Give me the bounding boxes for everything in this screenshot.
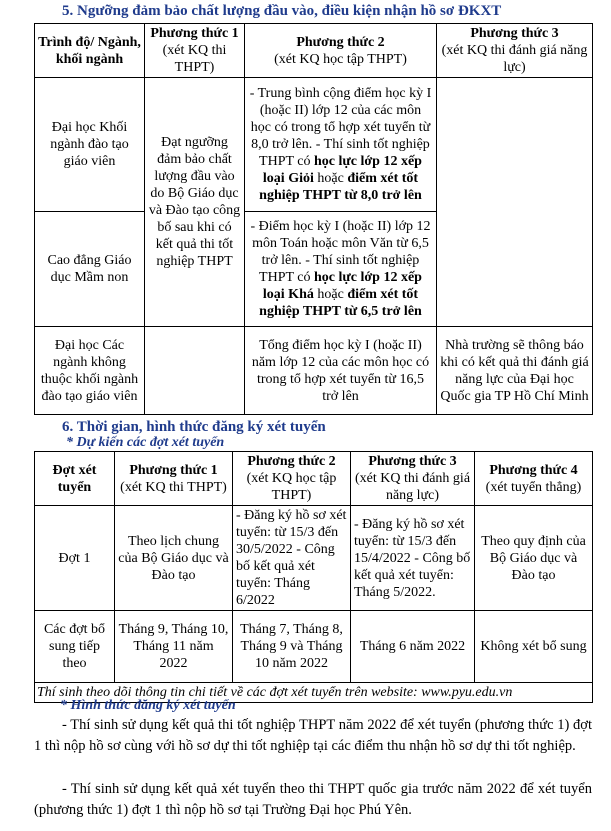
table-header-row: [35, 24, 593, 78]
table-row: [35, 78, 593, 212]
footnote: Thí sinh theo dõi thông tin chi tiết về các đợt xét tuyển trên website: www.pyu.edu.vn: [35, 683, 593, 703]
schedule-cell: Theo lịch chung của Bộ Giáo dục và Đào tạo: [115, 506, 233, 611]
method-1-threshold: Đạt ngưỡng đảm bảo chất lượng đầu vào do Bộ Giáo dục và Đào tạo công bố sau khi có kết quả thi tốt nghiệp THPT: [145, 78, 245, 327]
admission-threshold-table: [34, 23, 593, 415]
section-5-title: 5. Ngưỡng đảm bảo chất lượng đầu vào, điều kiện nhận hồ sơ ĐKXT: [62, 3, 502, 19]
method-1-empty: [145, 327, 245, 415]
header-method-2: Phương thức 2 (xét KQ học tập THPT): [233, 452, 351, 506]
level-cell: Cao đẳng Giáo dục Mầm non: [35, 212, 145, 327]
section-6-title: 6. Thời gian, hình thức đăng ký xét tuyển: [62, 419, 326, 435]
header-method-4: Phương thức 4 (xét tuyển thẳng): [475, 452, 593, 506]
table-row: [35, 506, 593, 611]
header-method-2: Phương thức 2 (xét KQ học tập THPT): [245, 24, 437, 78]
level-cell: Đại học Các ngành không thuộc khối ngành đào tạo giáo viên: [35, 327, 145, 415]
form-subtitle: * Hình thức đăng ký xét tuyển: [60, 698, 236, 713]
paragraph-1: - Thí sinh sử dụng kết quả thi tốt nghiệp THPT năm 2022 để xét tuyển (phương thức 1) đợt 1 thì nộp hồ sơ cùng với hồ sơ dự thi tốt nghiệp tại các điểm thu nhận hồ sơ dự thi tốt nghiệp.: [34, 717, 592, 754]
schedule-cell: Không xét bổ sung: [475, 611, 593, 683]
round-cell: Đợt 1: [35, 506, 115, 611]
header-level: Trình độ/ Ngành, khối ngành: [35, 24, 145, 78]
schedule-cell: - Đăng ký hồ sơ xét tuyển: từ 15/3 đến 30/5/2022 - Công bố kết quả xét tuyển: Tháng 6/2022: [233, 506, 351, 611]
table-row: [35, 327, 593, 415]
schedule-cell: Tháng 7, Tháng 8, Tháng 9 và Tháng 10 năm 2022: [233, 611, 351, 683]
schedule-cell: Tháng 6 năm 2022: [351, 611, 475, 683]
schedule-cell: Tháng 9, Tháng 10, Tháng 11 năm 2022: [115, 611, 233, 683]
schedule-subtitle: * Dự kiến các đợt xét tuyển: [66, 435, 225, 450]
method-3-note: Nhà trường sẽ thông báo khi có kết quả thi đánh giá năng lực của Đại học Quốc gia TP Hồ Chí Minh: [437, 327, 593, 415]
level-cell: Đại học Khối ngành đào tạo giáo viên: [35, 78, 145, 212]
header-method-3: Phương thức 3 (xét KQ thi đánh giá năng lực): [437, 24, 593, 78]
method-2-condition: Tổng điểm học kỳ I (hoặc II) năm lớp 12 của các môn học có trong tổ hợp xét tuyển từ 16,5 trở lên: [245, 327, 437, 415]
header-method-1: Phương thức 1 (xét KQ thi THPT): [145, 24, 245, 78]
schedule-cell: Theo quy định của Bộ Giáo dục và Đào tạo: [475, 506, 593, 611]
method-2-condition: - Điểm học kỳ I (hoặc II) lớp 12 môn Toán hoặc môn Văn từ 6,5 trở lên. - Thí sinh tốt nghiệp THPT có học lực lớp 12 xếp loại Khá hoặc điểm xét tốt nghiệp THPT từ 6,5 trở lên: [245, 212, 437, 327]
header-method-3: Phương thức 3 (xét KQ thi đánh giá năng lực): [351, 452, 475, 506]
table-row: [35, 611, 593, 683]
round-cell: Các đợt bổ sung tiếp theo: [35, 611, 115, 683]
method-3-empty: [437, 78, 593, 327]
header-round: Đợt xét tuyển: [35, 452, 115, 506]
header-method-1: Phương thức 1 (xét KQ thi THPT): [115, 452, 233, 506]
schedule-table: [34, 451, 593, 703]
paragraph-2: - Thí sinh sử dụng kết quả xét tuyển theo thi THPT quốc gia trước năm 2022 để xét tuyển (phương thức 1) đợt 1 thì nộp hồ sơ tại Trường Đại học Phú Yên.: [34, 781, 592, 818]
table-header-row: [35, 452, 593, 506]
schedule-cell: - Đăng ký hồ sơ xét tuyển: từ 15/3 đến 15/4/2022 - Công bố kết quả xét tuyển: Tháng 5/2022.: [351, 506, 475, 611]
method-2-condition: - Trung bình cộng điểm học kỳ I (hoặc II) lớp 12 của các môn học có trong tổ hợp xét tuyển từ 8,0 trở lên. - Thí sinh tốt nghiệp THPT có học lực lớp 12 xếp loại Giỏi hoặc điểm xét tốt nghiệp THPT từ 8,0 trở lên: [245, 78, 437, 212]
